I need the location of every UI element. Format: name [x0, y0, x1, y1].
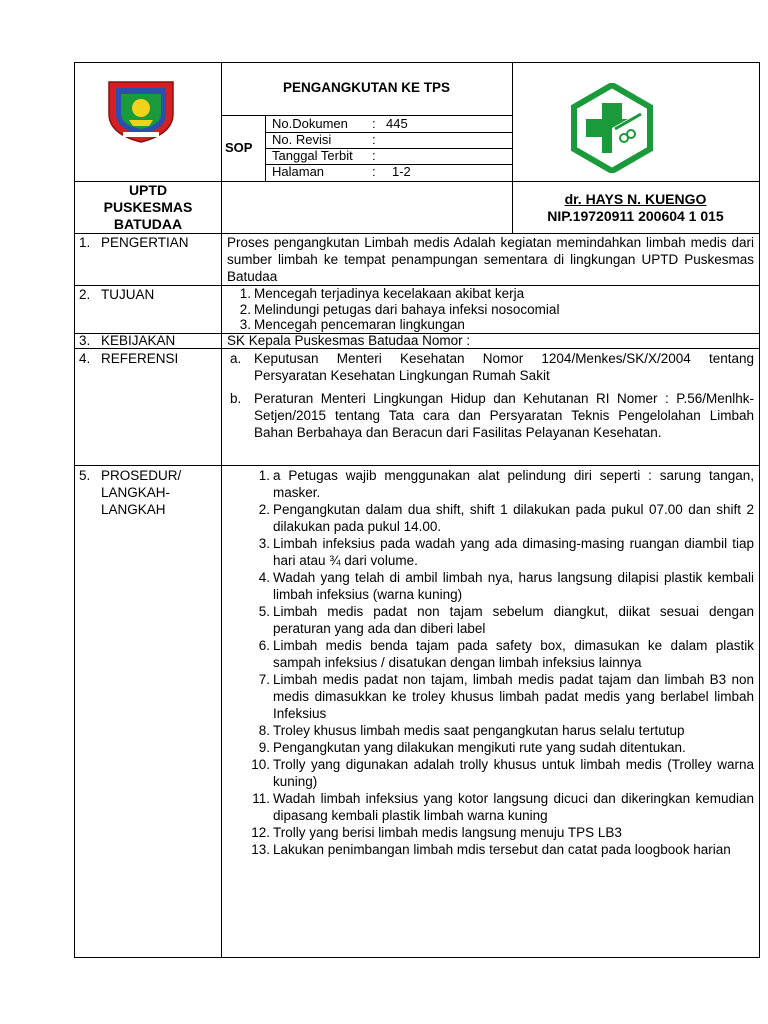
- item-text: Melindungi petugas dari bahaya infeksi nosocomial: [254, 301, 560, 317]
- item-text: Peraturan Menteri Lingkungan Hidup dan Kehutanan RI Nomer : P.56/Menlhk-Setjen/2015 tentang Tata cara dan Persyaratan Teknis Pengelolahan Limbah Bahan Berbahaya dan Beracun dari Fasilitas Pelayanan Kesehatan.: [254, 391, 754, 440]
- meta-value: 445: [386, 116, 408, 131]
- section-label-tujuan: [79, 286, 154, 303]
- list-item: [227, 569, 754, 603]
- section-title: KEBIJAKAN: [101, 333, 176, 348]
- item-number: 13.: [251, 842, 270, 857]
- list-item: [227, 302, 754, 318]
- signer-nip: NIP.19720911 200604 1 015: [547, 208, 724, 224]
- org-line: BATUDAA: [113, 216, 183, 232]
- list-item: [227, 350, 754, 384]
- item-number: 6.: [258, 638, 270, 653]
- item-text: Wadah limbah infeksius yang kotor langsung dicuci dan dikeringkan kemudian dipasang kembali plastik limbah warna kuning: [273, 791, 754, 823]
- sop-label: SOP: [225, 140, 253, 155]
- meta-row-tanggal: [272, 148, 510, 164]
- org-line: UPTD: [128, 182, 168, 198]
- section-label-referensi: [79, 350, 178, 367]
- list-item: [227, 756, 754, 790]
- section-title: LANGKAH-: [101, 485, 171, 500]
- list-item: [227, 501, 754, 535]
- meta-label: No. Revisi: [272, 132, 332, 147]
- meta-sep: :: [372, 132, 376, 147]
- divider: [221, 233, 222, 957]
- kebijakan-text: SK Kepala Puskesmas Batudaa Nomor :: [227, 333, 471, 348]
- meta-label: No.Dokumen: [272, 116, 348, 131]
- section-label-kebijakan: [79, 333, 175, 348]
- list-item: [227, 637, 754, 671]
- section-label-pengertian: [79, 234, 189, 251]
- list-item: [227, 286, 754, 302]
- item-number: 7.: [258, 672, 270, 687]
- item-number: b.: [230, 391, 242, 406]
- referensi-list: [227, 350, 754, 441]
- signer-name: dr. HAYS N. KUENGO: [564, 191, 707, 207]
- section-title: TUJUAN: [101, 287, 155, 302]
- tujuan-list: [227, 286, 754, 333]
- puskesmas-logo-icon: [569, 83, 655, 173]
- meta-label: Tanggal Terbit: [272, 148, 353, 163]
- item-text: Trolly yang berisi limbah medis langsung menuju TPS LB3: [273, 825, 622, 840]
- item-text: Mencegah terjadinya kecelakaan akibat kerja: [254, 286, 525, 301]
- meta-label: Halaman: [272, 164, 325, 179]
- section-title: PROSEDUR/: [101, 468, 182, 483]
- item-number: 2.: [258, 502, 270, 517]
- item-text: Pengangkutan dalam dua shift, shift 1 dilakukan pada pukul 07.00 dan shift 2 dilakukan pada pukul 14.00.: [273, 502, 754, 534]
- item-number: 8.: [258, 723, 270, 738]
- list-item: [227, 722, 754, 739]
- org-name: [75, 182, 221, 233]
- pengertian-text: Proses pengangkutan Limbah medis Adalah kegiatan memindahkan limbah medis dari sumber limbah ke tempat penampungan sementara di lingkungan UPTD Puskesmas Batudaa: [227, 235, 754, 284]
- list-item: [227, 790, 754, 824]
- item-text: Troley khusus limbah medis saat pengangkutan harus selalu tertutup: [273, 723, 685, 738]
- meta-row-nodokumen: [272, 116, 510, 132]
- item-number: 12.: [251, 825, 270, 840]
- item-text: Lakukan penimbangan limbah mdis tersebut dan catat pada loogbook harian: [273, 842, 731, 857]
- list-item: [227, 390, 754, 441]
- item-text: Limbah infeksius pada wadah yang ada dimasing-masing ruangan diambil tiap hari atau ¾ dari volume.: [273, 536, 754, 568]
- list-item: [227, 317, 754, 333]
- list-item: [227, 535, 754, 569]
- item-text: Wadah yang telah di ambil limbah nya, harus langsung dilapisi plastik kembali limbah infeksius (warna kuning): [273, 570, 754, 602]
- item-text: Limbah medis padat non tajam sebelum diangkut, diikat sesuai dengan peraturan yang ada dan diberi label: [273, 604, 754, 636]
- section-title: PENGERTIAN: [101, 235, 189, 250]
- meta-sep: :: [372, 148, 376, 163]
- section-number: 3.: [79, 333, 91, 348]
- item-text: Pengangkutan yang dilakukan mengikuti rute yang sudah ditentukan.: [273, 740, 686, 755]
- meta-sep: :: [372, 164, 376, 179]
- list-item: [227, 671, 754, 722]
- item-text: Limbah medis benda tajam pada safety box, dimasukan ke dalam plastik sampah infeksius / disatukan dengan limbah infeksius lainnya: [273, 638, 754, 670]
- item-number: a.: [230, 351, 242, 366]
- prosedur-list: [227, 467, 754, 858]
- item-number: 3.: [239, 317, 251, 332]
- item-text: Mencegah pencemaran lingkungan: [254, 317, 465, 332]
- item-number: 1.: [239, 286, 251, 301]
- item-number: 10.: [251, 757, 270, 772]
- sop-document: [74, 62, 760, 958]
- item-number: 5.: [258, 604, 270, 619]
- list-item: [227, 467, 754, 501]
- org-line: PUSKESMAS: [103, 199, 193, 215]
- item-number: 2.: [239, 301, 251, 317]
- kabupaten-emblem-icon: [103, 78, 179, 144]
- divider: [75, 348, 759, 349]
- section-number: 5.: [79, 468, 91, 483]
- signer-block: [512, 191, 759, 225]
- section-number: 2.: [79, 287, 91, 302]
- item-number: 9.: [258, 740, 270, 755]
- item-number: 1.: [258, 468, 270, 483]
- item-text: Limbah medis padat non tajam, limbah medis padat tajam dan limbah B3 non medis dimasukkan ke troley khusus limbah padat medis yang berlabel limbah Infeksius: [273, 672, 754, 721]
- page-title: PENGANGKUTAN KE TPS: [282, 80, 450, 95]
- item-number: 3.: [258, 536, 270, 551]
- section-number: 4.: [79, 351, 91, 366]
- section-label-prosedur: [79, 467, 181, 518]
- divider: [75, 465, 759, 466]
- meta-sep: :: [372, 116, 376, 131]
- meta-value: 1-2: [392, 164, 411, 179]
- item-text: a Petugas wajib menggunakan alat pelindung diri seperti : sarung tangan, masker.: [273, 468, 754, 500]
- meta-row-norevisi: [272, 132, 510, 148]
- item-text: Keputusan Menteri Kesehatan Nomor 1204/Menkes/SK/X/2004 tentang Persyaratan Kesehatan Lingkungan Rumah Sakit: [254, 351, 754, 383]
- meta-row-halaman: [272, 164, 510, 180]
- list-item: [227, 841, 754, 858]
- list-item: [227, 603, 754, 637]
- item-number: 4.: [258, 570, 270, 585]
- section-title: LANGKAH: [101, 502, 166, 517]
- section-number: 1.: [79, 235, 91, 250]
- item-text: Trolly yang digunakan adalah trolly khusus untuk limbah medis (Trolley warna kuning): [273, 757, 754, 789]
- list-item: [227, 739, 754, 756]
- section-title: REFERENSI: [101, 351, 179, 366]
- item-number: 11.: [252, 791, 270, 806]
- list-item: [227, 824, 754, 841]
